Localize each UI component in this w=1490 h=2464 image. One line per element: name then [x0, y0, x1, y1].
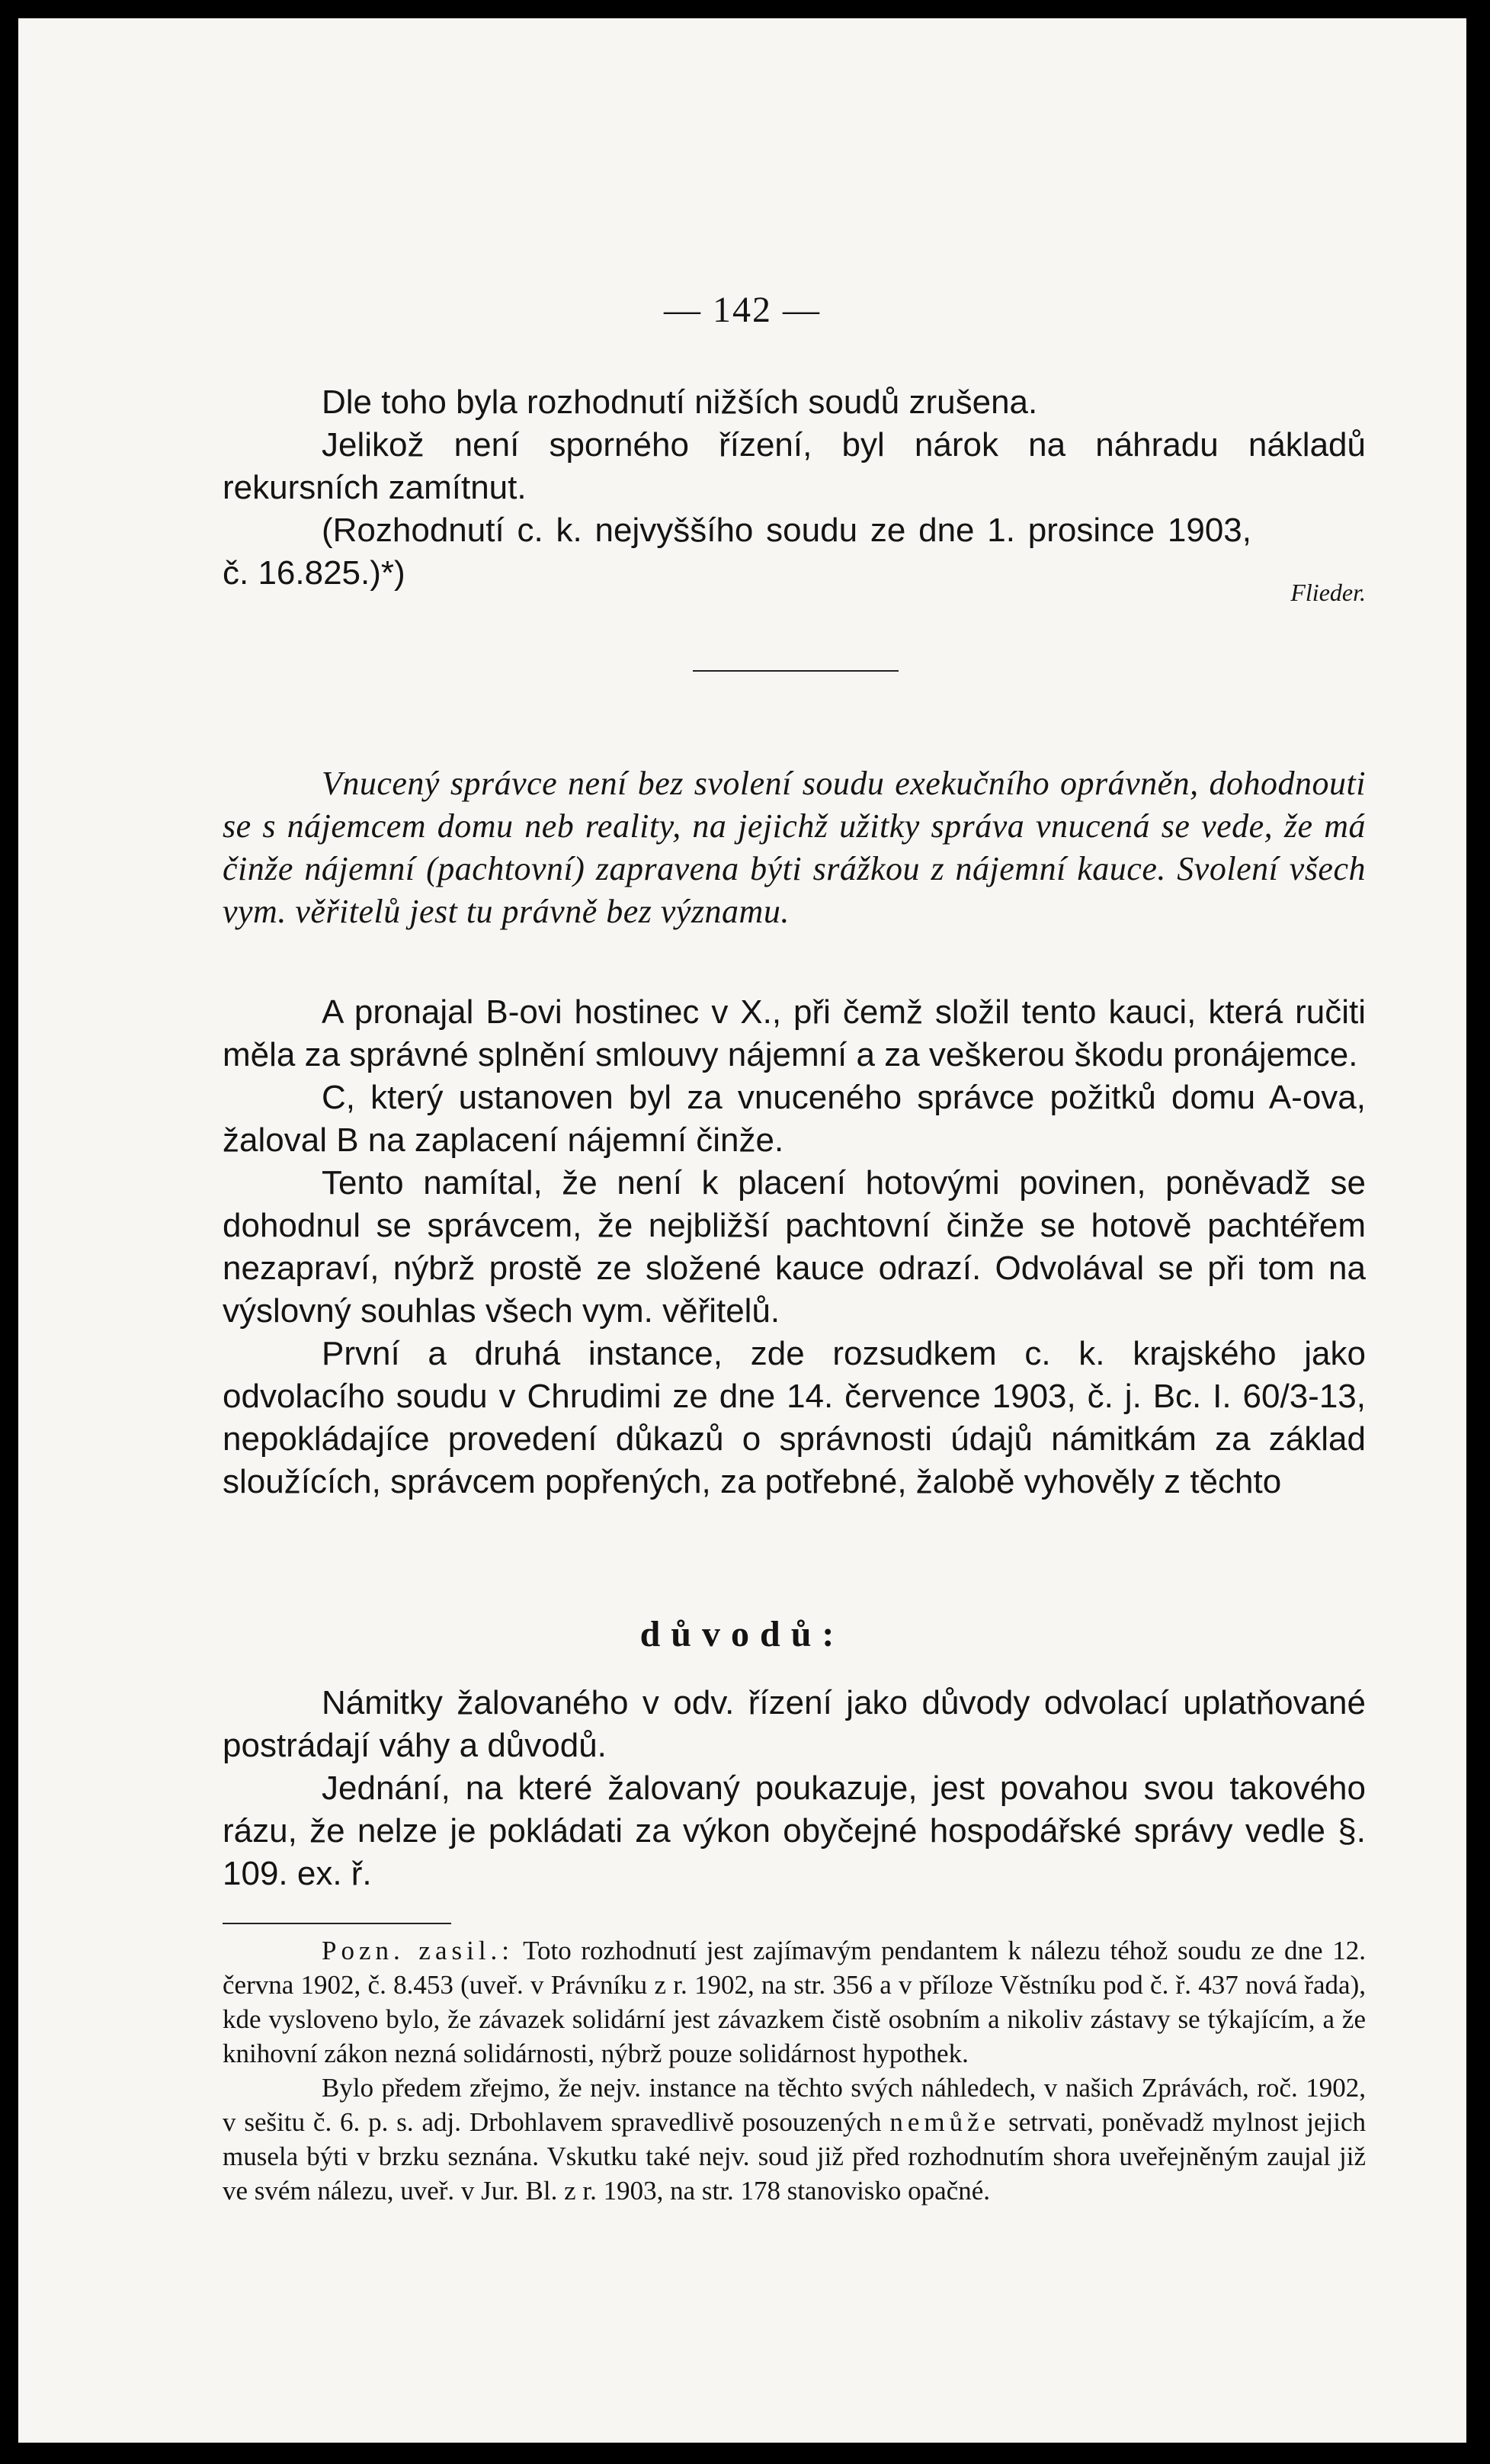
- intro-paragraph-2: Jelikož není sporného řízení, byl nárok na náhradu nákladů rekursních zamítnut.: [223, 426, 1366, 506]
- footnote-text-2b: setrvati, poněvadž mylnost jejich musela býti v brzku seznána. Vskutku také nejv. soud již před rozhodnutím shora uveřejněným zaujal již ve svém nálezu, uveř. v Jur. Bl. z r. 1903, na str. 178 stanovisko opačné.: [223, 2107, 1367, 2206]
- section-divider: [693, 670, 899, 672]
- footnote-label: Pozn. zasil.:: [322, 1936, 514, 1965]
- decision-citation: (Rozhodnutí c. k. nejvyššího soudu ze dne 1. prosince 1903, č. 16.825.)*): [223, 512, 1251, 592]
- facts-paragraph-3: Tento namítal, že není k placení hotovými povinen, poněvadž se dohodnul se správcem, že nejbližší pachtovní činže se hotově pachtéřem nezapraví, nýbrž prostě ze složené kauce odrazí. Odvolával se při tom na výslovný souhlas všech vym. věřitelů.: [223, 1164, 1366, 1330]
- footnote-text-2a: Bylo předem zřejmo, že nejv. instance na těchto svých náhledech, v našich Zprávách, roč. 1902, v sešitu č. 6. p. s. adj. Drbohlavem spravedlivě posouzených: [223, 2073, 1366, 2137]
- footnote-text-1: Toto rozhodnutí jest zajímavým pendantem k nálezu téhož soudu ze dne 12. června 1902, č. 8.453 (uveř. v Právníku z r. 1902, na str. 356 a v příloze Věstníku pod č. ř. 437 nová řada), kde vysloveno bylo, že závazek solidární jest závazkem čistě osobním a nikoliv zástavy se týkajícím, a že knihovní zákon nezná solidárnosti, nýbrž pouze solidárnost hypothek.: [223, 1936, 1366, 2068]
- footnote-emphasis: nemůže: [889, 2107, 1001, 2137]
- facts-paragraph-4: První a druhá instance, zde rozsudkem c. k. krajského jako odvolacího soudu v Chrudimi ze dne 14. července 1903, č. j. Bc. I. 60/3-13, nepokládajíce provedení důkazů o správnosti údajů námitkám za základ sloužících, správcem popřených, za potřebné, žalobě vyhověly z těchto: [223, 1335, 1366, 1500]
- legal-summary: Vnucený správce není bez svolení soudu exekučního oprávněn, dohodnouti se s nájemcem domu neb reality, na jejichž užitky správa vnucená se vede, že má činže nájemní (pachtovní) zapravena býti srážkou z nájemní kauce. Svolení všech vym. věřitelů jest tu právně bez významu.: [223, 765, 1366, 930]
- reasons-heading: důvodů:: [639, 1614, 845, 1654]
- author-signature: Flieder.: [1290, 579, 1366, 606]
- reasons-paragraph-1: Námitky žalovaného v odv. řízení jako důvody odvolací uplatňované postrádají váhy a důvodů.: [223, 1684, 1366, 1764]
- reasons-paragraph-2: Jednání, na které žalovaný poukazuje, jest povahou svou takového rázu, že nelze je pokládati za výkon obyčejné hospodářské správy vedle §. 109. ex. ř.: [223, 1769, 1366, 1892]
- facts-section: [223, 991, 1366, 1503]
- intro-section: [223, 381, 1366, 595]
- facts-paragraph-2: C, který ustanoven byl za vnuceného správce požitků domu A-ova, žaloval B na zaplacení nájemní činže.: [223, 1079, 1366, 1159]
- page-number: — 142 —: [664, 290, 821, 330]
- scanned-page: [18, 18, 1466, 2443]
- footnote-rule: [223, 1923, 451, 1924]
- intro-paragraph-1: Dle toho byla rozhodnutí nižších soudů zrušena.: [322, 383, 1038, 421]
- footnote-paragraph-1: [223, 1933, 1366, 2071]
- footnote-paragraph-2: [223, 2071, 1366, 2208]
- reasons-section: [223, 1682, 1366, 1895]
- footnote-section: [223, 1933, 1366, 2208]
- facts-paragraph-1: A pronajal B-ovi hostinec v X., při čemž složil tento kauci, která ručiti měla za správné splnění smlouvy nájemní a za veškerou škodu pronájemce.: [223, 993, 1366, 1073]
- summary-section: [223, 762, 1366, 933]
